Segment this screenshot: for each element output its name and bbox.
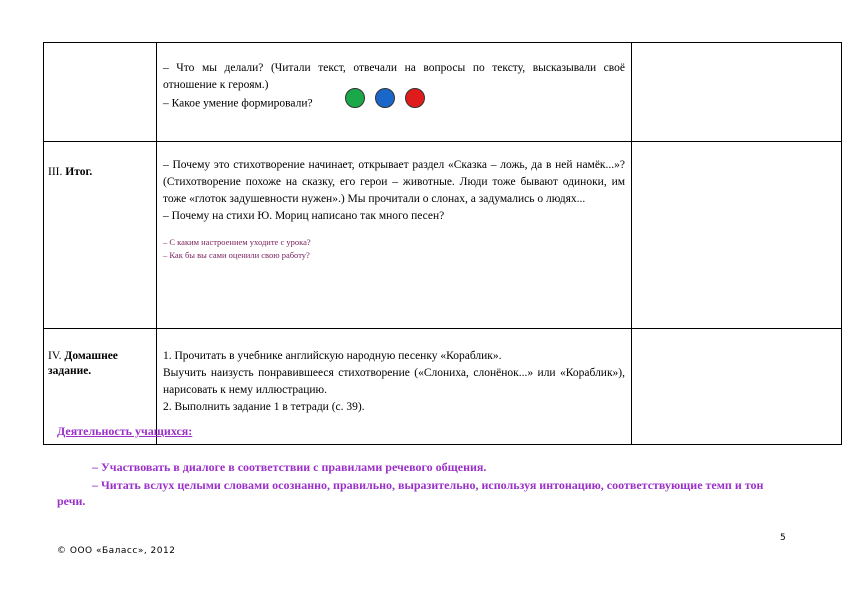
notes-cell [632, 43, 842, 142]
stage-title: Итог. [65, 166, 93, 178]
reflection-question: – С каким настроением уходите с урока? [163, 237, 311, 247]
stage-number: IV. [48, 350, 65, 362]
notes-cell [632, 142, 842, 329]
text-line: 1. Прочитать в учебнике английскую народную песенку «Кораблик». [163, 350, 502, 362]
activity-heading: Деятельность учащихся: [57, 424, 193, 438]
text-line: – Что мы делали? (Читали текст, отвечали на вопросы по тексту, высказывали своё отношение к героям.) [163, 62, 625, 91]
text-line: 2. Выполнить задание 1 в тетради (с. 39). [163, 401, 365, 413]
table-row [44, 43, 842, 142]
content-cell [157, 142, 632, 329]
lesson-table [43, 42, 842, 445]
stage-title: Домашнее задание. [48, 350, 118, 377]
copyright: © ООО «Баласс», 2012 [57, 546, 176, 556]
color-dots [345, 88, 435, 108]
activity-item: – Участвовать в диалоге в соответствии с правилами речевого общения. [92, 460, 487, 474]
activity-item: – Читать вслух целыми словами осознанно, правильно, выразительно, используя интонацию, соответствующие темп и тон речи. [57, 478, 764, 508]
page-number: 5 [780, 533, 786, 543]
question-text: – Какое умение формировали? [163, 97, 313, 110]
content-cell [157, 43, 632, 142]
green-circle-icon [345, 88, 365, 108]
notes-cell [632, 329, 842, 445]
blue-circle-icon [375, 88, 395, 108]
text-line: – Почему на стихи Ю. Мориц написано так много песен? [163, 210, 445, 222]
content-cell [157, 329, 632, 445]
table-row [44, 142, 842, 329]
stage-cell-empty [44, 43, 157, 142]
reflection-question: – Как бы вы сами оценили свою работу? [163, 250, 310, 260]
stage-cell [44, 142, 157, 329]
text-line: Выучить наизусть понравившееся стихотворение («Слониха, слонёнок...» или «Кораблик»), нарисовать к нему иллюстрацию. [163, 367, 625, 396]
stage-number: III. [48, 166, 66, 178]
red-circle-icon [405, 88, 425, 108]
text-line: – Почему это стихотворение начинает, открывает раздел «Сказка – ложь, да в ней намёк...»? (Стихотворение похоже на сказку, его герои – животные. Люди тоже бывают одиноки, им тоже «глоток задушевности нужен».) Мы прочитали о слонах, а задумались о людях... [163, 159, 625, 205]
text-line [163, 94, 625, 114]
